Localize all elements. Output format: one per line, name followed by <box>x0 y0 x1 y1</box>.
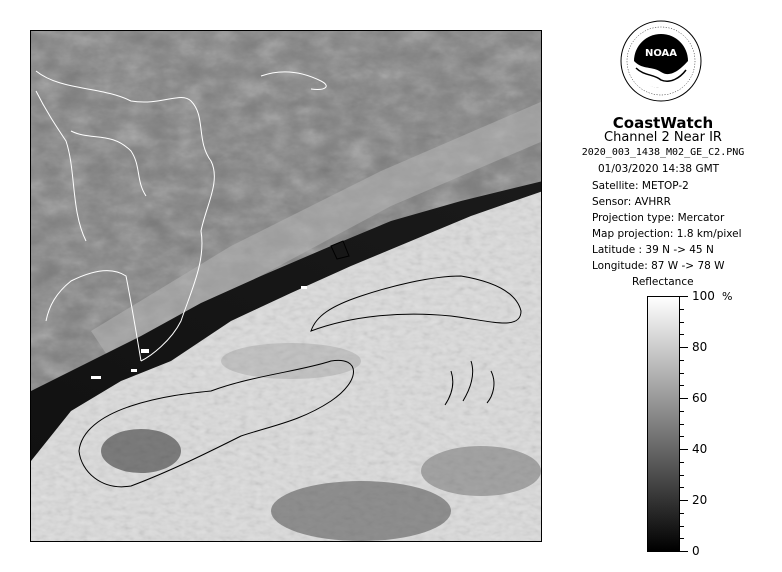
colorbar-minor-tick <box>680 360 684 361</box>
colorbar-minor-tick <box>680 322 684 323</box>
colorbar-minor-tick <box>680 347 688 348</box>
colorbar-minor-tick <box>680 526 684 527</box>
longitude-label: Longitude: 87 W -> 78 W <box>592 260 725 272</box>
colorbar-minor-tick <box>680 538 684 539</box>
image-filename: 2020_003_1438_M02_GE_C2.PNG <box>581 147 745 158</box>
colorbar-minor-tick <box>680 513 684 514</box>
colorbar-title: Reflectance <box>632 276 694 288</box>
satellite-image <box>30 30 542 542</box>
colorbar-tick-label: 0 <box>692 544 700 558</box>
colorbar-tick-label: 20 <box>692 493 708 507</box>
colorbar-minor-tick <box>680 449 688 450</box>
map-projection-label: Map projection: 1.8 km/pixel <box>592 228 742 240</box>
colorbar-tick-label: 80 <box>692 340 708 354</box>
colorbar-minor-tick <box>680 385 684 386</box>
app-title: CoastWatch <box>612 114 714 132</box>
colorbar-minor-tick <box>680 296 688 297</box>
colorbar-minor-tick <box>680 373 684 374</box>
channel-title: Channel 2 Near IR <box>604 130 722 145</box>
colorbar-minor-tick <box>680 462 684 463</box>
colorbar <box>647 296 680 552</box>
colorbar-minor-tick <box>680 411 684 412</box>
colorbar-minor-tick <box>680 551 688 552</box>
colorbar-tick-label: 100 <box>692 289 715 303</box>
latitude-label: Latitude : 39 N -> 45 N <box>592 244 714 256</box>
acquisition-datetime: 01/03/2020 14:38 GMT <box>598 163 720 175</box>
colorbar-minor-tick <box>680 398 688 399</box>
colorbar-minor-tick <box>680 500 688 501</box>
colorbar-unit: % <box>722 290 733 303</box>
sensor-label: Sensor: AVHRR <box>592 196 671 208</box>
colorbar-tick-label: 40 <box>692 442 708 456</box>
colorbar-minor-tick <box>680 424 684 425</box>
colorbar-ticks <box>680 289 740 558</box>
colorbar-minor-tick <box>680 436 684 437</box>
colorbar-minor-tick <box>680 334 684 335</box>
svg-text:NOAA: NOAA <box>644 48 678 59</box>
colorbar-minor-tick <box>680 487 684 488</box>
colorbar-minor-tick <box>680 309 684 310</box>
projection-type-label: Projection type: Mercator <box>592 212 725 224</box>
satellite-label: Satellite: METOP-2 <box>592 180 689 192</box>
colorbar-minor-tick <box>680 475 684 476</box>
colorbar-tick-label: 60 <box>692 391 708 405</box>
noaa-logo <box>620 20 702 102</box>
satellite-image-canvas <box>31 31 542 542</box>
